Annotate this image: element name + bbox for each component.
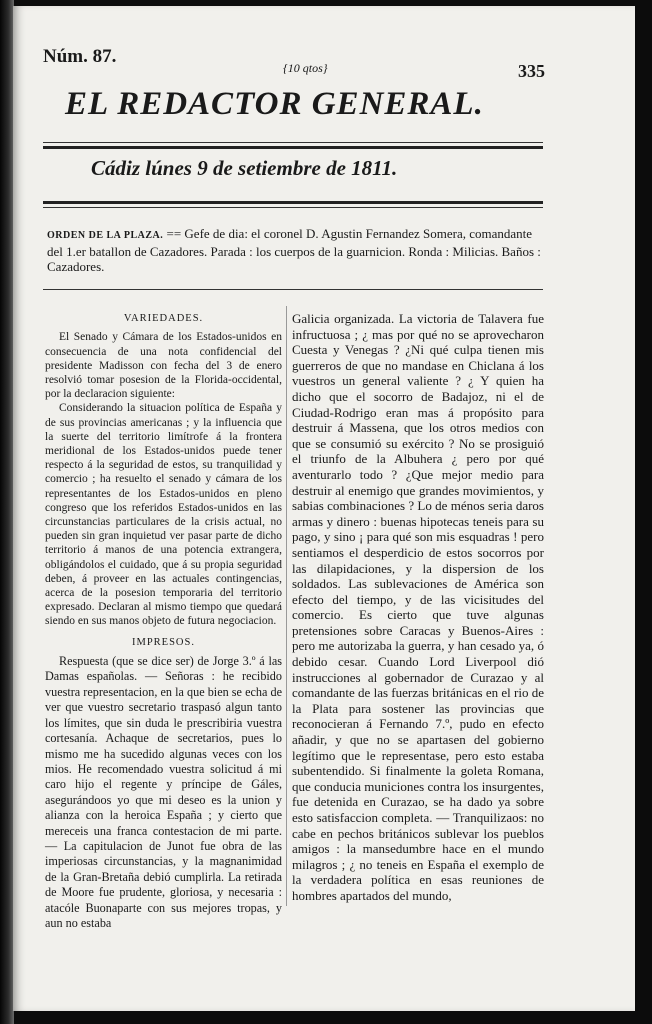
right-column-text: Galicia organizada. La victoria de Talavera fue infructuosa ; ¿ mas por qué no se aprovecharon Cuesta y Venegas ? ¿Ni qué culpa tienen mis guerreros de que no mandase en Chiclana á los vuestros un general valiente ? ¿ Y quien ha dicho que el socorro de Badajoz, ni el de Ciudad-Rodrigo eran mas á propósito para destruir á Massena, que los otros medios con que se consumió su exército ? No se prosiguió el triunfo de la Albuhera ¿ pero por qué aventurarlo todo ? ¿Que mejor medio para destruir al enemigo que grandes movimientos, y sabias combinaciones ? Lo de ménos seria daros armas y dinero : buenas hipotecas teneis para su pago, y sino ¡ para qué son mis esquadras ! pero sentiamos el desperdicio de estos socorros por las dilapidaciones, y la dispersion de los soldados. Las sublevaciones de América son efecto del tiempo, y de las vicisitudes del comercio. Es cierto que tuve algunas pretensiones sobre Caracas y Buenos-Aires : pero me autorizaba la guerra, y han cesado ya, ó debido cesar. Cuando Lord Liverpool dió instrucciones al gobernador de Curazao y al comandante de las fuerzas británicas en el rio de la Plata para sostener las provincias que reconocieran á Fernando 7.º, pudo en efecto añadir, y que no se apartasen del gobierno legítimo que le representase, pero esto estaba subentendido. Si finalmente la goleta Romana, que conducia municiones contra los insurgentes, fue detenida en Curazao, se ha dado ya sobre esto satisfaccion completa. — Tranquilizaos: no cabe en pechos británicos sublevar los pueblos amigos : la mansedumbre hace en el mundo milagros ; ¿ no teneis en España el exemplo de la verdadera política en esas reuniones de hombres apartados del mundo, (292, 311, 544, 903)
masthead-rule-thin (43, 142, 543, 143)
variedades-text: El Senado y Cámara de los Estados-unidos en consecuencia de una nota confidencial del presidente Madisson con fecha del 3 de enero resolvió tomar posesion de la Florida-occidental, por la declaracion siguiente: (45, 331, 282, 401)
book-spine (0, 0, 14, 1024)
issue-price: {10 qtos} (283, 61, 328, 75)
orden-de-la-plaza (47, 226, 547, 275)
declaracion-text: Considerando la situacion política de España y de sus provincias americanas ; y la influencia que la suerte del territorio limítrofe á la frontera meridional de los Estados-unidos puede tener respecto á la seguridad de estos, su tranquilidad y comercio ; ha resuelto el senado y cámara de los representantes de los Estados-unidos en pleno congreso que los referidos Estados-unidos en las circunstancias particulares de la crisis actual, no pueden sin gran inquietud ver pasar parte de dicho territorio á manos de una potencia extrangera, obligándolos el cuidado, que á su propia seguridad deben, á proveer en las actuales contingencias, acerca de la posesion temporaria del territorio expresado. Declaran al mismo tiempo que quedará siendo en sus manos objeto de futura negociacion. (45, 402, 282, 628)
dateline: Cádiz lúnes 9 de setiembre de 1811. (91, 156, 398, 180)
left-column (45, 311, 282, 931)
section-rule (43, 289, 543, 290)
impresos-text: Respuesta (que se dice ser) de Jorge 3.º á las Damas españolas. — Señoras : he recibido vuestra representacion, en la que bien se echa de ver que vuestro secretario traspasó algun tanto los límites, que sin duda le prescribiria vuestra cortesanía. Achaque de secretarios, pues lo mismo me ha sucedido algunas veces con los mios. He recomendado vuestra solicitud á mi caro hijo el regente y príncipe de Gáles, asegurándoos yo que mi deseo es la union y alianza con la heroica España ; y cierto que mereceis una franca contestacion de mi parte. — La capitulacion de Junot fue obra de las imperiosas circunstancias, y la magnanimidad de la Gran-Bretaña debió cumplirla. La retirada de Moore fue prudente, gloriosa, y necesaria : atacóle Buonaparte con sus mejores tropas, y aun no estaba (45, 654, 282, 930)
dateline-rule-thick (43, 201, 543, 204)
orden-text: == Gefe de dia: el coronel D. Agustin Fernandez Somera, comandante del 1.er batallon de Cazadores. Parada : los cuerpos de la guarnicion. Ronda : Milicias. Baños : Cazadores. (47, 226, 541, 274)
right-column (292, 311, 544, 904)
page-number: 335 (518, 61, 545, 81)
orden-label: ORDEN DE LA PLAZA. (47, 230, 164, 241)
masthead-rule-thick (43, 146, 543, 149)
column-divider (286, 306, 287, 906)
dateline-rule-thin (43, 207, 543, 208)
issue-number: Núm. 87. (43, 46, 117, 67)
masthead-title: EL REDACTOR GENERAL. (65, 86, 484, 122)
newspaper-page (13, 6, 635, 1011)
impresos-heading: IMPRESOS. (132, 636, 195, 648)
variedades-heading: VARIEDADES. (123, 313, 204, 324)
